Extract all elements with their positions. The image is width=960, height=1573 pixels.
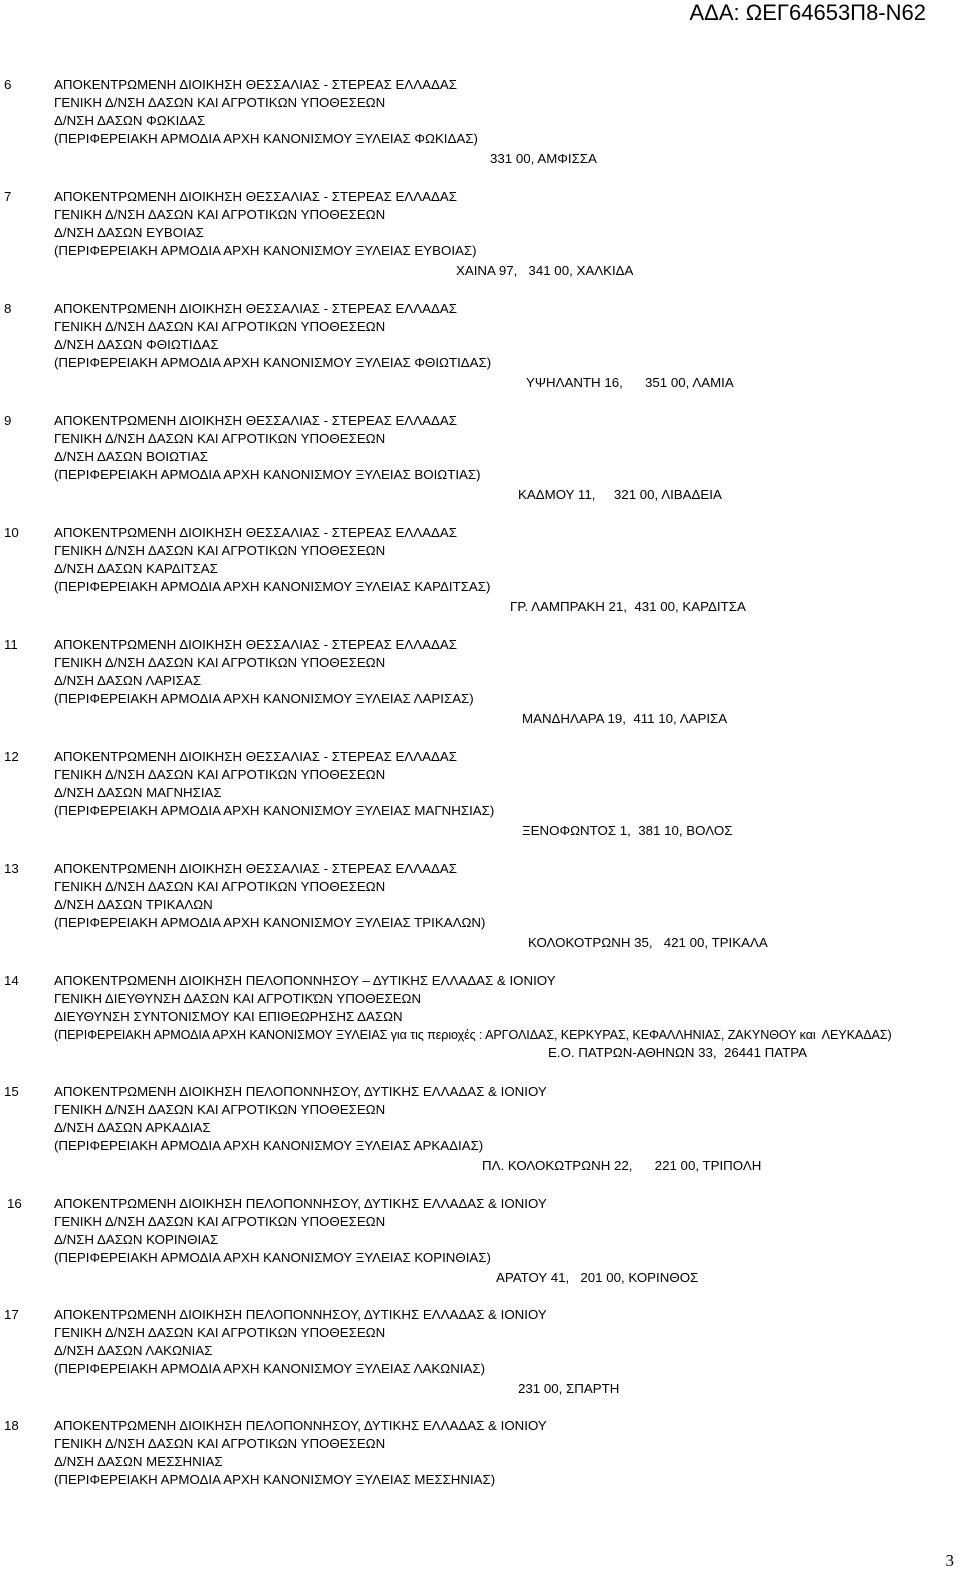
entry-line: Δ/ΝΣΗ ΔΑΣΩΝ ΒΟΙΩΤΙΑΣ: [54, 449, 208, 464]
entry-line: ΑΠΟΚΕΝΤΡΩΜΕΝΗ ΔΙΟΙΚΗΣΗ ΘΕΣΣΑΛΙΑΣ - ΣΤΕΡΕΑΣ ΕΛΛΑΔΑΣ: [54, 77, 458, 92]
entry-line: (ΠΕΡΙΦΕΡΕΙΑΚΗ ΑΡΜΟΔΙΑ ΑΡΧΗ ΚΑΝΟΝΙΣΜΟΥ ΞΥΛΕΙΑΣ για τις περιοχές : ΑΡΓΟΛΙΔΑΣ, ΚΕΡΚΥΡΑΣ, ΚΕΦΑΛΛΗΝΙΑΣ, ΖΑΚΥΝΘΟΥ και ΛΕΥΚΑΔΑΣ): [54, 1028, 892, 1042]
entry-line: ΓΕΝΙΚΗ Δ/ΝΣΗ ΔΑΣΩΝ ΚΑΙ ΑΓΡΟΤΙΚΩΝ ΥΠΟΘΕΣΕΩΝ: [54, 1436, 386, 1451]
entry-line: (ΠΕΡΙΦΕΡΕΙΑΚΗ ΑΡΜΟΔΙΑ ΑΡΧΗ ΚΑΝΟΝΙΣΜΟΥ ΞΥΛΕΙΑΣ ΒΟΙΩΤΙΑΣ): [54, 467, 481, 482]
entry-number: 7: [4, 189, 12, 204]
entry-line: ΓΕΝΙΚΗ Δ/ΝΣΗ ΔΑΣΩΝ ΚΑΙ ΑΓΡΟΤΙΚΩΝ ΥΠΟΘΕΣΕΩΝ: [54, 879, 386, 894]
entry-line: ΓΕΝΙΚΗ Δ/ΝΣΗ ΔΑΣΩΝ ΚΑΙ ΑΓΡΟΤΙΚΩΝ ΥΠΟΘΕΣΕΩΝ: [54, 1325, 386, 1340]
entry-line: Δ/ΝΣΗ ΔΑΣΩΝ ΦΩΚΙΔΑΣ: [54, 113, 206, 128]
page-number: 3: [945, 1551, 954, 1570]
entry-line: (ΠΕΡΙΦΕΡΕΙΑΚΗ ΑΡΜΟΔΙΑ ΑΡΧΗ ΚΑΝΟΝΙΣΜΟΥ ΞΥΛΕΙΑΣ ΚΟΡΙΝΘΙΑΣ): [54, 1250, 491, 1265]
entry-line: Δ/ΝΣΗ ΔΑΣΩΝ ΛΑΡΙΣΑΣ: [54, 673, 202, 688]
entry-line: ΑΠΟΚΕΝΤΡΩΜΕΝΗ ΔΙΟΙΚΗΣΗ ΘΕΣΣΑΛΙΑΣ - ΣΤΕΡΕΑΣ ΕΛΛΑΔΑΣ: [54, 189, 458, 204]
entry-line: ΑΠΟΚΕΝΤΡΩΜΕΝΗ ΔΙΟΙΚΗΣΗ ΘΕΣΣΑΛΙΑΣ - ΣΤΕΡΕΑΣ ΕΛΛΑΔΑΣ: [54, 861, 458, 876]
entry-line: Δ/ΝΣΗ ΔΑΣΩΝ ΛΑΚΩΝΙΑΣ: [54, 1343, 213, 1358]
entry-address: 331 00, ΑΜΦΙΣΣΑ: [490, 151, 597, 166]
entry-line: ΓΕΝΙΚΗ Δ/ΝΣΗ ΔΑΣΩΝ ΚΑΙ ΑΓΡΟΤΙΚΩΝ ΥΠΟΘΕΣΕΩΝ: [54, 319, 386, 334]
entry-line: (ΠΕΡΙΦΕΡΕΙΑΚΗ ΑΡΜΟΔΙΑ ΑΡΧΗ ΚΑΝΟΝΙΣΜΟΥ ΞΥΛΕΙΑΣ ΦΘΙΩΤΙΔΑΣ): [54, 355, 492, 370]
entry-line: (ΠΕΡΙΦΕΡΕΙΑΚΗ ΑΡΜΟΔΙΑ ΑΡΧΗ ΚΑΝΟΝΙΣΜΟΥ ΞΥΛΕΙΑΣ ΚΑΡΔΙΤΣΑΣ): [54, 579, 491, 594]
entry-line: Δ/ΝΣΗ ΔΑΣΩΝ ΚΑΡΔΙΤΣΑΣ: [54, 561, 218, 576]
entry-line: Δ/ΝΣΗ ΔΑΣΩΝ ΜΕΣΣΗΝΙΑΣ: [54, 1454, 223, 1469]
entry-line: ΑΠΟΚΕΝΤΡΩΜΕΝΗ ΔΙΟΙΚΗΣΗ ΠΕΛΟΠΟΝΝΗΣΟΥ, ΔΥΤΙΚΗΣ ΕΛΛΑΔΑΣ & ΙΟΝΙΟΥ: [54, 1307, 547, 1322]
entry-number: 12: [4, 749, 19, 764]
entry-line: Δ/ΝΣΗ ΔΑΣΩΝ ΜΑΓΝΗΣΙΑΣ: [54, 785, 222, 800]
entry-line: ΑΠΟΚΕΝΤΡΩΜΕΝΗ ΔΙΟΙΚΗΣΗ ΘΕΣΣΑΛΙΑΣ - ΣΤΕΡΕΑΣ ΕΛΛΑΔΑΣ: [54, 525, 458, 540]
entry-line: ΔΙΕΥΘΥΝΣΗ ΣΥΝΤΟΝΙΣΜΟΥ ΚΑΙ ΕΠΙΘΕΩΡΗΣΗΣ ΔΑΣΩΝ: [54, 1009, 403, 1024]
entry-line: ΑΠΟΚΕΝΤΡΩΜΕΝΗ ΔΙΟΙΚΗΣΗ ΠΕΛΟΠΟΝΝΗΣΟΥ – ΔΥΤΙΚΗΣ ΕΛΛΑΔΑΣ & ΙΟΝΙΟΥ: [54, 973, 556, 988]
entry-line: ΑΠΟΚΕΝΤΡΩΜΕΝΗ ΔΙΟΙΚΗΣΗ ΘΕΣΣΑΛΙΑΣ - ΣΤΕΡΕΑΣ ΕΛΛΑΔΑΣ: [54, 413, 458, 428]
entry-line: (ΠΕΡΙΦΕΡΕΙΑΚΗ ΑΡΜΟΔΙΑ ΑΡΧΗ ΚΑΝΟΝΙΣΜΟΥ ΞΥΛΕΙΑΣ ΛΑΚΩΝΙΑΣ): [54, 1361, 486, 1376]
entry-line: (ΠΕΡΙΦΕΡΕΙΑΚΗ ΑΡΜΟΔΙΑ ΑΡΧΗ ΚΑΝΟΝΙΣΜΟΥ ΞΥΛΕΙΑΣ ΕΥΒΟΙΑΣ): [54, 243, 477, 258]
entry-line: ΓΕΝΙΚΗ Δ/ΝΣΗ ΔΑΣΩΝ ΚΑΙ ΑΓΡΟΤΙΚΩΝ ΥΠΟΘΕΣΕΩΝ: [54, 207, 386, 222]
entry-line: (ΠΕΡΙΦΕΡΕΙΑΚΗ ΑΡΜΟΔΙΑ ΑΡΧΗ ΚΑΝΟΝΙΣΜΟΥ ΞΥΛΕΙΑΣ ΜΑΓΝΗΣΙΑΣ): [54, 803, 495, 818]
entry-address: 231 00, ΣΠΑΡΤΗ: [518, 1381, 620, 1396]
entry-number: 16: [7, 1196, 22, 1211]
entry-line: ΓΕΝΙΚΗ Δ/ΝΣΗ ΔΑΣΩΝ ΚΑΙ ΑΓΡΟΤΙΚΩΝ ΥΠΟΘΕΣΕΩΝ: [54, 655, 386, 670]
entry-line: Δ/ΝΣΗ ΔΑΣΩΝ ΕΥΒΟΙΑΣ: [54, 225, 204, 240]
entry-line: ΑΠΟΚΕΝΤΡΩΜΕΝΗ ΔΙΟΙΚΗΣΗ ΘΕΣΣΑΛΙΑΣ - ΣΤΕΡΕΑΣ ΕΛΛΑΔΑΣ: [54, 301, 458, 316]
entry-line: Δ/ΝΣΗ ΔΑΣΩΝ ΦΘΙΩΤΙΔΑΣ: [54, 337, 219, 352]
entry-line: (ΠΕΡΙΦΕΡΕΙΑΚΗ ΑΡΜΟΔΙΑ ΑΡΧΗ ΚΑΝΟΝΙΣΜΟΥ ΞΥΛΕΙΑΣ ΤΡΙΚΑΛΩΝ): [54, 915, 486, 930]
entry-address: ΠΛ. ΚΟΛΟΚΩΤΡΩΝΗ 22, 221 00, ΤΡΙΠΟΛΗ: [482, 1158, 762, 1173]
entry-number: 18: [4, 1418, 19, 1433]
entry-line: ΑΠΟΚΕΝΤΡΩΜΕΝΗ ΔΙΟΙΚΗΣΗ ΘΕΣΣΑΛΙΑΣ - ΣΤΕΡΕΑΣ ΕΛΛΑΔΑΣ: [54, 749, 458, 764]
entry-number: 13: [4, 861, 19, 876]
entry-number: 8: [4, 301, 12, 316]
entry-line: ΓΕΝΙΚΗ Δ/ΝΣΗ ΔΑΣΩΝ ΚΑΙ ΑΓΡΟΤΙΚΩΝ ΥΠΟΘΕΣΕΩΝ: [54, 1102, 386, 1117]
entry-line: ΓΕΝΙΚΗ Δ/ΝΣΗ ΔΑΣΩΝ ΚΑΙ ΑΓΡΟΤΙΚΩΝ ΥΠΟΘΕΣΕΩΝ: [54, 95, 386, 110]
entry-number: 11: [4, 637, 18, 652]
entry-line: (ΠΕΡΙΦΕΡΕΙΑΚΗ ΑΡΜΟΔΙΑ ΑΡΧΗ ΚΑΝΟΝΙΣΜΟΥ ΞΥΛΕΙΑΣ ΑΡΚΑΔΙΑΣ): [54, 1138, 484, 1153]
entry-address: Ε.Ο. ΠΑΤΡΩΝ-ΑΘΗΝΩΝ 33, 26441 ΠΑΤΡΑ: [548, 1045, 808, 1060]
ada-header: ΑΔΑ: ΩΕΓ64653Π8-Ν62: [689, 0, 926, 25]
entry-address: ΜΑΝΔΗΛΑΡΑ 19, 411 10, ΛΑΡΙΣΑ: [522, 711, 728, 726]
entry-line: ΓΕΝΙΚΗ Δ/ΝΣΗ ΔΑΣΩΝ ΚΑΙ ΑΓΡΟΤΙΚΩΝ ΥΠΟΘΕΣΕΩΝ: [54, 431, 386, 446]
entry-line: Δ/ΝΣΗ ΔΑΣΩΝ ΤΡΙΚΑΛΩΝ: [54, 897, 213, 912]
entry-line: Δ/ΝΣΗ ΔΑΣΩΝ ΑΡΚΑΔΙΑΣ: [54, 1120, 211, 1135]
entry-address: ΧΑΙΝΑ 97, 341 00, ΧΑΛΚΙΔΑ: [456, 263, 634, 278]
entry-line: ΑΠΟΚΕΝΤΡΩΜΕΝΗ ΔΙΟΙΚΗΣΗ ΠΕΛΟΠΟΝΝΗΣΟΥ, ΔΥΤΙΚΗΣ ΕΛΛΑΔΑΣ & ΙΟΝΙΟΥ: [54, 1418, 547, 1433]
entry-number: 14: [4, 973, 19, 988]
entry-number: 15: [4, 1084, 19, 1099]
entry-line: ΑΠΟΚΕΝΤΡΩΜΕΝΗ ΔΙΟΙΚΗΣΗ ΘΕΣΣΑΛΙΑΣ - ΣΤΕΡΕΑΣ ΕΛΛΑΔΑΣ: [54, 637, 458, 652]
entry-address: ΞΕΝΟΦΩΝΤΟΣ 1, 381 10, ΒΟΛΟΣ: [522, 823, 733, 838]
entry-number: 6: [4, 77, 12, 92]
entry-line: ΓΕΝΙΚΗ ΔΙΕΥΘΥΝΣΗ ΔΑΣΩΝ ΚΑΙ ΑΓΡΟΤΙΚΏΝ ΥΠΟΘΕΣΕΩΝ: [54, 991, 422, 1006]
entry-address: ΓΡ. ΛΑΜΠΡΑΚΗ 21, 431 00, ΚΑΡΔΙΤΣΑ: [510, 599, 746, 614]
entry-address: ΥΨΗΛΑΝΤΗ 16, 351 00, ΛΑΜΙΑ: [526, 375, 734, 390]
entry-line: ΓΕΝΙΚΗ Δ/ΝΣΗ ΔΑΣΩΝ ΚΑΙ ΑΓΡΟΤΙΚΩΝ ΥΠΟΘΕΣΕΩΝ: [54, 543, 386, 558]
entry-line: ΓΕΝΙΚΗ Δ/ΝΣΗ ΔΑΣΩΝ ΚΑΙ ΑΓΡΟΤΙΚΩΝ ΥΠΟΘΕΣΕΩΝ: [54, 1214, 386, 1229]
entry-number: 17: [4, 1307, 19, 1322]
entry-line: ΓΕΝΙΚΗ Δ/ΝΣΗ ΔΑΣΩΝ ΚΑΙ ΑΓΡΟΤΙΚΩΝ ΥΠΟΘΕΣΕΩΝ: [54, 767, 386, 782]
entry-address: ΚΟΛΟΚΟΤΡΩΝΗ 35, 421 00, ΤΡΙΚΑΛΑ: [528, 935, 768, 950]
entry-line: (ΠΕΡΙΦΕΡΕΙΑΚΗ ΑΡΜΟΔΙΑ ΑΡΧΗ ΚΑΝΟΝΙΣΜΟΥ ΞΥΛΕΙΑΣ ΛΑΡΙΣΑΣ): [54, 691, 474, 706]
entry-address: ΚΑΔΜΟΥ 11, 321 00, ΛΙΒΑΔΕΙΑ: [518, 487, 722, 502]
entry-number: 10: [4, 525, 19, 540]
entry-number: 9: [4, 413, 12, 428]
entry-line: ΑΠΟΚΕΝΤΡΩΜΕΝΗ ΔΙΟΙΚΗΣΗ ΠΕΛΟΠΟΝΝΗΣΟΥ, ΔΥΤΙΚΗΣ ΕΛΛΑΔΑΣ & ΙΟΝΙΟΥ: [54, 1084, 547, 1099]
entry-line: ΑΠΟΚΕΝΤΡΩΜΕΝΗ ΔΙΟΙΚΗΣΗ ΠΕΛΟΠΟΝΝΗΣΟΥ, ΔΥΤΙΚΗΣ ΕΛΛΑΔΑΣ & ΙΟΝΙΟΥ: [54, 1196, 547, 1211]
entry-line: (ΠΕΡΙΦΕΡΕΙΑΚΗ ΑΡΜΟΔΙΑ ΑΡΧΗ ΚΑΝΟΝΙΣΜΟΥ ΞΥΛΕΙΑΣ ΦΩΚΙΔΑΣ): [54, 131, 478, 146]
entry-line: Δ/ΝΣΗ ΔΑΣΩΝ ΚΟΡΙΝΘΙΑΣ: [54, 1232, 219, 1247]
entry-line: (ΠΕΡΙΦΕΡΕΙΑΚΗ ΑΡΜΟΔΙΑ ΑΡΧΗ ΚΑΝΟΝΙΣΜΟΥ ΞΥΛΕΙΑΣ ΜΕΣΣΗΝΙΑΣ): [54, 1472, 496, 1487]
entry-address: ΑΡΑΤΟΥ 41, 201 00, ΚΟΡΙΝΘΟΣ: [496, 1270, 699, 1285]
